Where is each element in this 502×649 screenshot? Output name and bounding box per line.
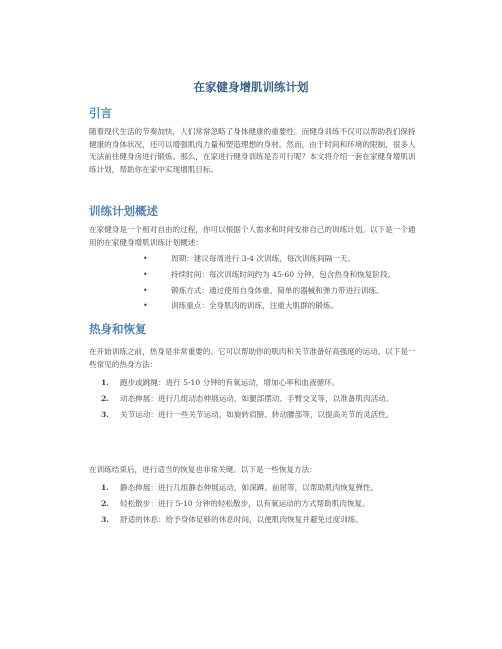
- overview-bullet-list: [89, 251, 419, 314]
- page-title: 在家健身增肌训练计划: [193, 80, 309, 94]
- list-item: 1. 跑步或跳绳：进行 5-10 分钟的有氧运动，增加心率和血液循环。: [101, 378, 340, 387]
- recovery-steps-list: [89, 482, 419, 530]
- section-heading-warmup: 热身和恢复: [89, 322, 147, 336]
- bullet-icon: •: [143, 301, 148, 311]
- warmup-steps-list: [89, 377, 419, 425]
- bullet-icon: •: [143, 254, 148, 263]
- list-item: • 锻炼方式：通过使用自身体重、简单的器械和弹力带进行训练。: [89, 283, 419, 299]
- bullet-icon: •: [143, 285, 148, 295]
- list-item: 3. 舒适的休息：给予身体足够的休息时间，以便肌肉恢复并避免过度训练。: [101, 514, 363, 524]
- section-heading-intro: 引言: [89, 106, 112, 120]
- list-item: 2. 轻松散步：进行 5-10 分钟的轻松散步，以有氧运动的方式帮助肌肉恢复。: [101, 498, 370, 508]
- warmup-paragraph: 在开始训练之前，热身是非常重要的。它可以帮助你的肌肉和关节准备好高强度的运动。以下是一些常见的热身方法：: [89, 347, 416, 369]
- overview-paragraph: 在家健身是一个相对自由的过程，你可以根据个人需求和时间安排自己的训练计划。以下是一个通用的在家健身增肌训练计划概述：: [89, 225, 416, 247]
- list-item: 3. 关节运动：进行一些关节运动，如旋转肩膀、转动腰部等，以提高关节的灵活性。: [101, 409, 394, 419]
- list-item: 2. 动态伸展：进行几组动态伸展运动，如腿部摆动、手臂交叉等，以准备肌肉活动。: [101, 393, 394, 403]
- section-heading-overview: 训练计划概述: [89, 204, 158, 218]
- list-item: • 持续时间：每次训练时间约为 45-60 分钟，包含热身和恢复阶段。: [89, 267, 419, 283]
- list-item: 1. 静态伸展：进行几组静态伸展运动，如深蹲、前屈等，以帮助肌肉恢复弹性。: [101, 483, 379, 492]
- recovery-paragraph: 在训练结束后，进行适当的恢复也非常关键。以下是一些恢复方法：: [89, 465, 317, 474]
- list-item: • 周期：建议每周进行 3-4 次训练，每次训练间隔一天。: [89, 251, 419, 267]
- bullet-icon: •: [143, 269, 148, 279]
- list-item: • 训练重点：全身肌肉的训练，注重大肌群的锻炼。: [89, 298, 419, 314]
- intro-paragraph: 随着现代生活的节奏加快，人们常常忽略了身体健康的重要性。而健身训练不仅可以帮助我们保持健康的身体状况，还可以增强肌肉力量和塑造理想的身材。然而，由于时间和环境的限制，很多人无法前往健身房进行锻炼。那么，在家进行健身训练是否可行呢？本文将介绍一套在家健身增肌训练计划，帮助你在家中实现增肌目标。: [89, 127, 416, 174]
